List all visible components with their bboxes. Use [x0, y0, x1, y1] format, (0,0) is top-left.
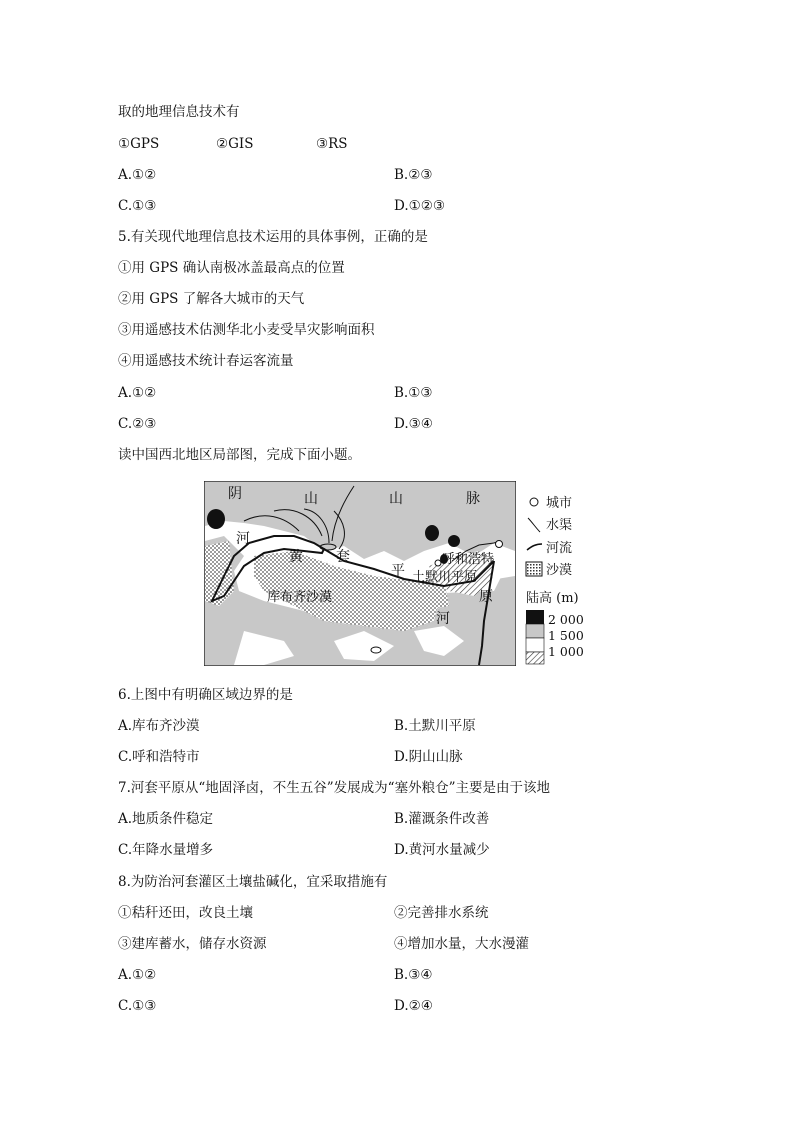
- q5-option-d: D.③④: [394, 416, 433, 432]
- q5-option-a: A.①②: [118, 385, 157, 401]
- q8-item-3: ③建库蓄水，储存水资源: [118, 936, 267, 952]
- q7-option-a: A.地质条件稳定: [118, 811, 214, 827]
- legend-elevation-title: 陆高 (m): [526, 591, 579, 606]
- label-kubuqi: 库布齐沙漠: [267, 590, 333, 605]
- q5-stem: 5.有关现代地理信息技术运用的具体事例，正确的是: [118, 229, 428, 245]
- q6-stem: 6.上图中有明确区域边界的是: [118, 687, 293, 703]
- q4-stem-tail: 取的地理信息技术有: [118, 104, 240, 120]
- q4-option-d: D.①②③: [394, 198, 445, 214]
- peak-1: [207, 509, 225, 529]
- q4-option-b: B.②③: [394, 167, 433, 183]
- q7-stem: 7.河套平原从“地固泽卤，不生五谷”发展成为“塞外粮仓”主要是由于该地: [118, 780, 550, 796]
- q8-item-4: ④增加水量，大水漫灌: [394, 936, 529, 952]
- label-tumochuan: 土默川平原: [412, 570, 478, 585]
- legend-e2000: 2 000: [548, 612, 584, 627]
- q7-option-d: D.黄河水量减少: [394, 842, 490, 858]
- q5-option-b: B.①③: [394, 385, 433, 401]
- q8-option-b: B.③④: [394, 967, 433, 983]
- peak-2: [425, 525, 439, 541]
- label-ping: 平: [391, 563, 405, 579]
- q7-option-c: C.年降水量增多: [118, 842, 214, 858]
- q8-option-c: C.①③: [118, 998, 157, 1014]
- q6-option-c: C.呼和浩特市: [118, 749, 200, 765]
- q5-item-1: ①用 GPS 确认南极冰盖最高点的位置: [118, 260, 345, 276]
- legend-canal: 水渠: [546, 518, 573, 533]
- q6-option-a: A.库布齐沙漠: [118, 718, 200, 734]
- q8-stem: 8.为防治河套灌区土壤盐碱化，宜采取措施有: [118, 874, 388, 890]
- peak-3: [448, 535, 460, 547]
- q8-item-1: ①秸秆还田，改良土壤: [118, 905, 253, 921]
- q5-item-4: ④用遥感技术统计春运客流量: [118, 353, 294, 369]
- q8-option-d: D.②④: [394, 998, 433, 1014]
- northwest-china-map: [204, 481, 516, 666]
- elev-1000-swatch: [526, 638, 544, 652]
- city-legend-icon: [530, 498, 538, 506]
- legend-e1000: 1 000: [548, 644, 584, 659]
- label-hohhot: 呼和浩特: [442, 552, 495, 567]
- q5-item-2: ②用 GPS 了解各大城市的天气: [118, 291, 305, 307]
- city-marker-hohhot: [496, 541, 503, 548]
- q7-option-b: B.灌溉条件改善: [394, 811, 490, 827]
- legend-city: 城市: [546, 496, 573, 511]
- map-intro: 读中国西北地区局部图，完成下面小题。: [118, 447, 361, 463]
- q4-option-a: A.①②: [118, 167, 157, 183]
- label-shan-2: 山: [389, 491, 403, 507]
- label-he-1: 河: [236, 531, 250, 547]
- city-marker-1: [435, 560, 441, 566]
- q5-item-3: ③用遥感技术估测华北小麦受旱灾影响面积: [118, 322, 375, 338]
- label-yuan: 原: [479, 589, 493, 605]
- legend-e1500: 1 500: [548, 628, 584, 643]
- q6-option-d: D.阴山山脉: [394, 749, 463, 765]
- q4-item-2: ②GIS: [216, 136, 254, 152]
- label-mai: 脉: [466, 491, 480, 507]
- elev-1500-swatch: [526, 624, 544, 638]
- elev-low-swatch: [526, 652, 544, 664]
- q4-item-3: ③RS: [316, 136, 348, 152]
- legend-desert: 沙漠: [546, 563, 573, 578]
- legend-river: 河流: [546, 541, 573, 556]
- label-yin: 阴: [228, 486, 242, 502]
- canal-legend-icon: [528, 518, 540, 532]
- label-he-2: 河: [436, 611, 450, 627]
- q8-item-2: ②完善排水系统: [394, 905, 489, 921]
- desert-legend-icon: [526, 562, 542, 576]
- river-legend-icon: [527, 544, 542, 550]
- q4-item-1: ①GPS: [118, 136, 160, 152]
- elev-2000-swatch: [526, 610, 544, 624]
- q8-option-a: A.①②: [118, 967, 157, 983]
- label-huang: 黄: [289, 549, 303, 565]
- q5-option-c: C.②③: [118, 416, 157, 432]
- q4-option-c: C.①③: [118, 198, 157, 214]
- label-tao: 套: [336, 549, 350, 565]
- q6-option-b: B.土默川平原: [394, 718, 476, 734]
- label-shan-1: 山: [304, 491, 318, 507]
- map-legend: [524, 492, 604, 667]
